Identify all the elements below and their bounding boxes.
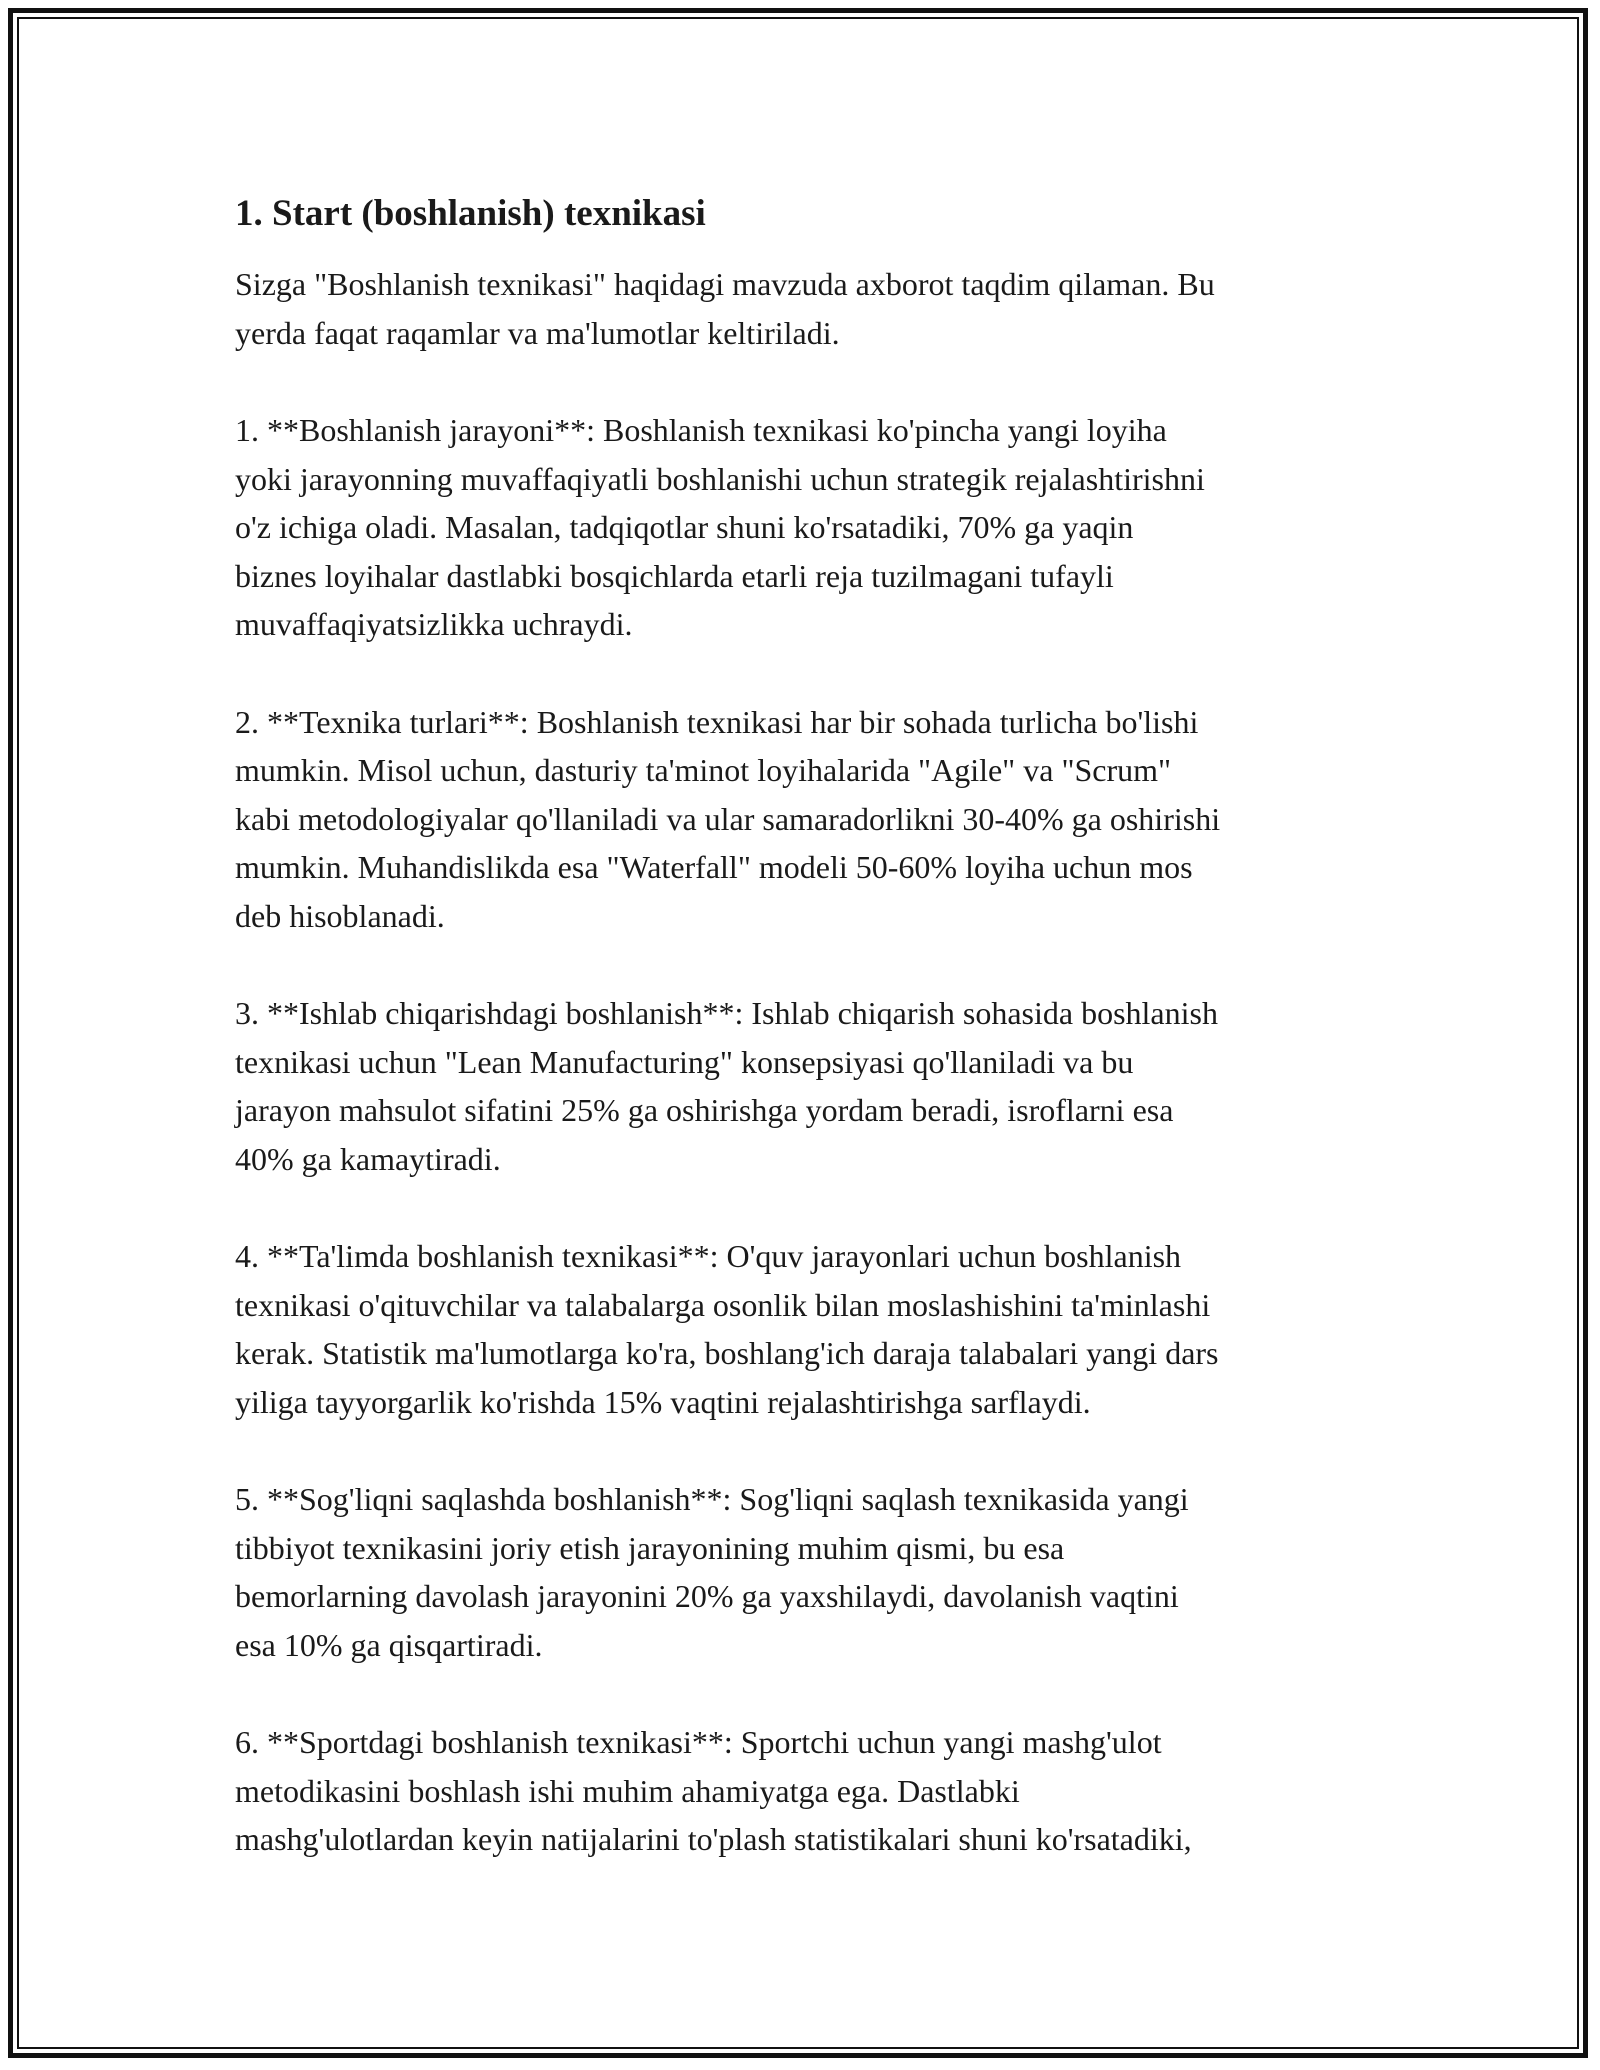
text-line: texnikasi uchun "Lean Manufacturing" konsepsiyasi qo'llaniladi va bu (235, 1043, 1134, 1080)
list-item-3-paragraph (235, 989, 1370, 1183)
document-title: 1. Start (boshlanish) texnikasi (235, 193, 706, 234)
text-line: mumkin. Misol uchun, dasturiy ta'minot loyihalarida "Agile" va "Scrum" (235, 752, 1172, 788)
text-line: yerda faqat raqamlar va ma'lumotlar keltiriladi. (235, 314, 840, 351)
text-line: 1. **Boshlanish jarayoni**: Boshlanish texnikasi ko'pincha yangi loyiha (235, 412, 1167, 448)
intro-paragraph (235, 260, 1370, 357)
list-item-5-paragraph (235, 1475, 1370, 1669)
text-line: 6. **Sportdagi boshlanish texnikasi**: Sportchi uchun yangi mashg'ulot (235, 1724, 1162, 1760)
text-line: yiliga tayyorgarlik ko'rishda 15% vaqtini rejalashtirishga sarflaydi. (235, 1383, 1091, 1420)
text-line: biznes loyihalar dastlabki bosqichlarda etarli reja tuzilmagani tufayli (235, 557, 1114, 594)
text-line: esa 10% ga qisqartiradi. (235, 1626, 543, 1663)
list-item-1-paragraph (235, 406, 1370, 649)
text-line: yoki jarayonning muvaffaqiyatli boshlanishi uchun strategik rejalashtirishni (235, 460, 1205, 497)
text-line: mashg'ulotlardan keyin natijalarini to'plash statistikalari shuni ko'rsatadiki, (235, 1821, 1192, 1857)
text-line: Sizga "Boshlanish texnikasi" haqidagi mavzuda axborot taqdim qilaman. Bu (235, 266, 1215, 302)
text-line: 5. **Sog'liqni saqlashda boshlanish**: Sog'liqni saqlash texnikasida yangi (235, 1481, 1189, 1517)
text-line: 4. **Ta'limda boshlanish texnikasi**: O'quv jarayonlari uchun boshlanish (235, 1238, 1182, 1274)
text-line: bemorlarning davolash jarayonini 20% ga yaxshilaydi, davolanish vaqtini (235, 1578, 1179, 1614)
text-line: texnikasi o'qituvchilar va talabalarga osonlik bilan moslashishini ta'minlashi (235, 1286, 1211, 1323)
text-line: mumkin. Muhandislikda esa "Waterfall" modeli 50-60% loyiha uchun mos (235, 849, 1193, 885)
text-line: 40% ga kamaytiradi. (235, 1140, 501, 1177)
text-line: o'z ichiga oladi. Masalan, tadqiqotlar shuni ko'rsatadiki, 70% ga yaqin (235, 509, 1134, 545)
list-item-6-paragraph (235, 1718, 1370, 1864)
text-line: metodikasini boshlash ishi muhim ahamiyatga ega. Dastlabki (235, 1772, 1020, 1809)
text-line: jarayon mahsulot sifatini 25% ga oshirishga yordam beradi, isroflarni esa (235, 1092, 1174, 1128)
text-line: 3. **Ishlab chiqarishdagi boshlanish**: Ishlab chiqarish sohasida boshlanish (235, 995, 1218, 1031)
text-line: muvaffaqiyatsizlikka uchraydi. (235, 606, 633, 642)
document-body (235, 190, 1370, 1913)
text-line: kabi metodologiyalar qo'llaniladi va ular samaradorlikni 30-40% ga oshirishi (235, 800, 1221, 837)
text-line: kerak. Statistik ma'lumotlarga ko'ra, boshlang'ich daraja talabalari yangi dars (235, 1335, 1219, 1371)
list-item-2-paragraph (235, 698, 1370, 941)
text-line: tibbiyot texnikasini joriy etish jarayonining muhim qismi, bu esa (235, 1529, 1065, 1566)
list-item-4-paragraph (235, 1232, 1370, 1426)
text-line: 2. **Texnika turlari**: Boshlanish texnikasi har bir sohada turlicha bo'lishi (235, 703, 1199, 740)
text-line: deb hisoblanadi. (235, 897, 445, 934)
